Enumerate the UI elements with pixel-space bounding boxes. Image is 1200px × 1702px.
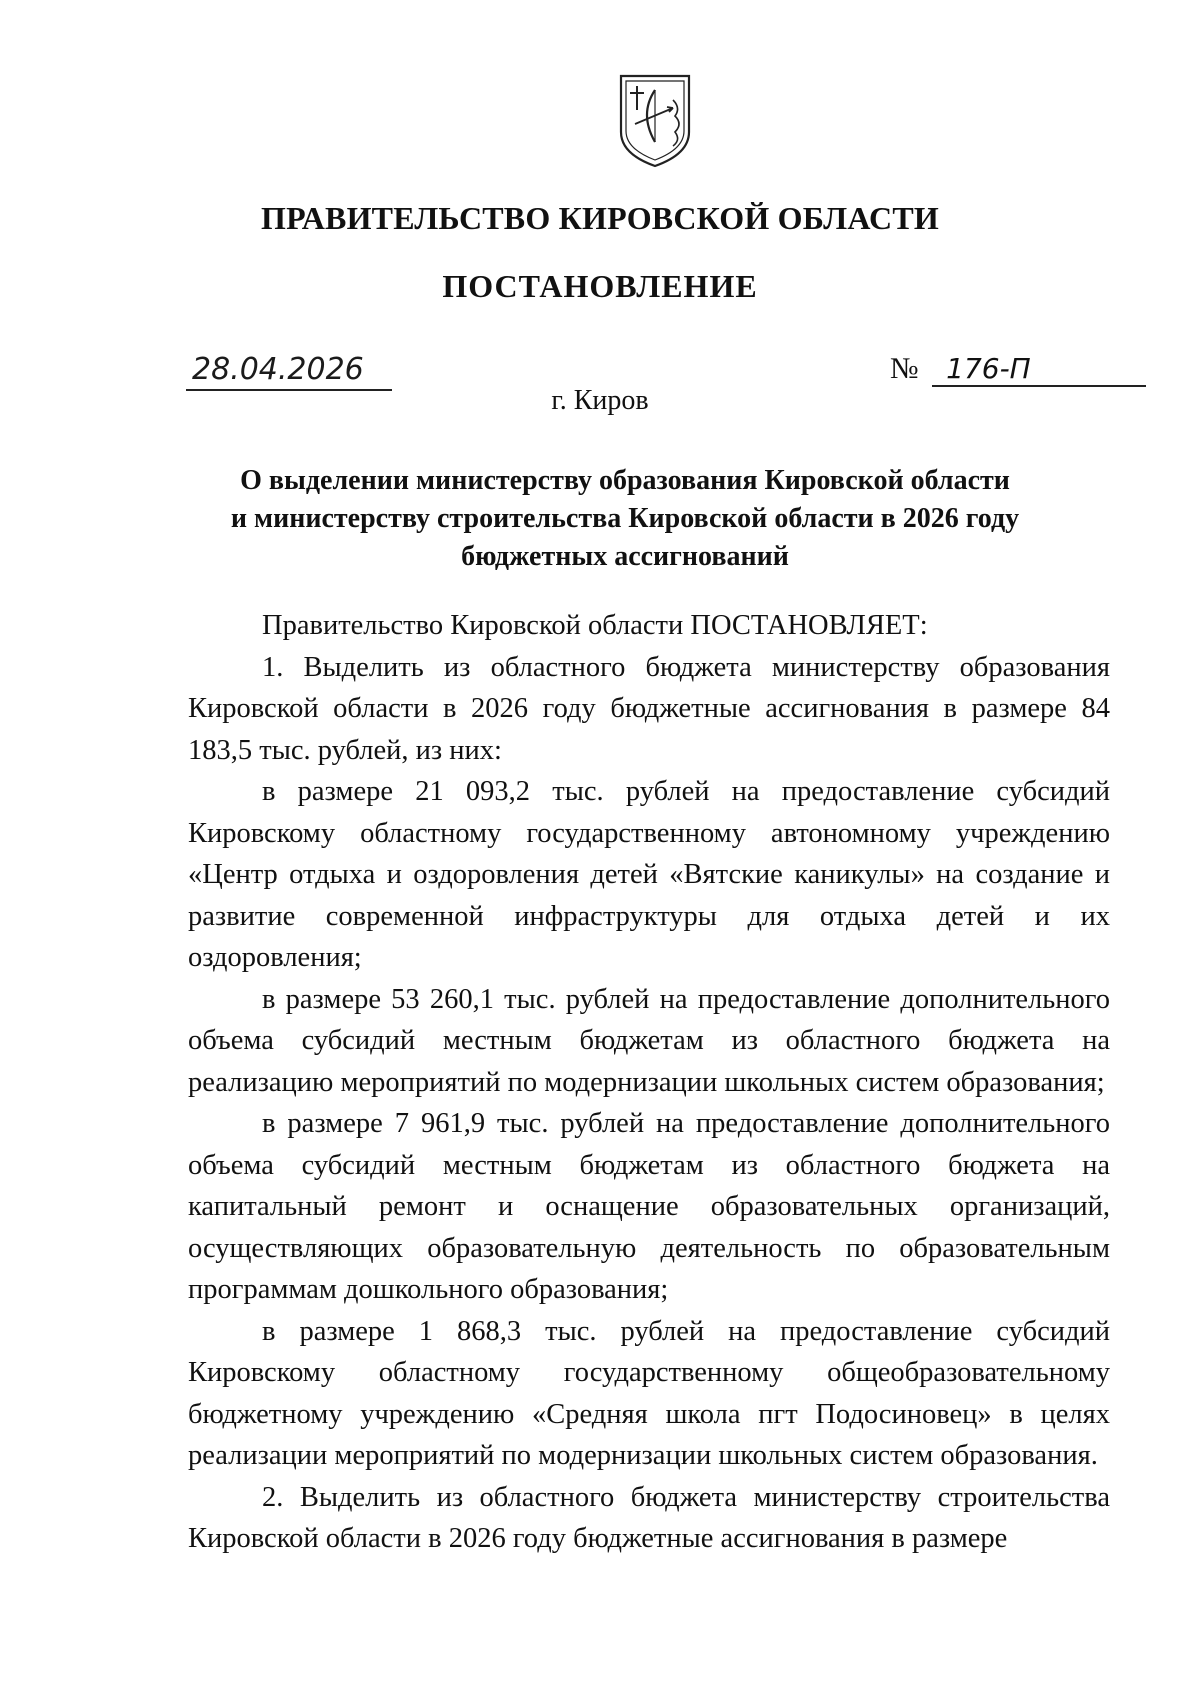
subject-line-1: О выделении министерству образования Кировской области	[240, 465, 1010, 496]
subject-line-2: и министерству строительства Кировской области в 2026 году	[230, 503, 1020, 534]
clause-1-item-3: в размере 7 961,9 тыс. рублей на предоставление дополнительного объема субсидий местным бюджетам из областного бюджета на капитальный ремонт и оснащение образовательных организаций, осуществляющих образовательную деятельность по образовательным программам дошкольного образования;	[188, 1108, 1110, 1305]
number-label: №	[890, 352, 919, 385]
document-subject	[230, 462, 1020, 576]
document-type-title: ПОСТАНОВЛЕНИЕ	[442, 268, 758, 304]
clause-1-item-4: в размере 1 868,3 тыс. рублей на предоставление субсидий Кировскому областному государственному общеобразовательному бюджетному учреждению «Средняя школа пгт Подосиновец» в целях реализации мероприятий по модернизации школьных систем образования.	[188, 1315, 1110, 1471]
document-body	[188, 605, 1110, 1560]
clause-1-item-1: в размере 21 093,2 тыс. рублей на предоставление субсидий Кировскому областному государственному автономному учреждению «Центр отдыха и оздоровления детей «Вятские каникулы» на создание и развитие современной инфраструктуры для отдыха детей и их оздоровления;	[188, 776, 1110, 973]
clause-1-item-2: в размере 53 260,1 тыс. рублей на предоставление дополнительного объема субсидий местным бюджетам из областного бюджета на реализацию мероприятий по модернизации школьных систем образования;	[188, 983, 1110, 1098]
document-number: 176-П	[932, 352, 1146, 387]
clause-1-paragraph: 1. Выделить из областного бюджета министерству образования Кировской области в 2026 году бюджетные ассигнования в размере 84 183,5 тыс. рублей, из них:	[188, 651, 1110, 766]
document-number-block	[890, 352, 1146, 387]
document-date: 28.04.2026	[186, 352, 392, 391]
coat-of-arms-emblem	[615, 70, 695, 170]
city-label: г. Киров	[551, 385, 649, 416]
preamble-paragraph: Правительство Кировской области ПОСТАНОВЛЯЕТ:	[262, 610, 928, 641]
organization-title: ПРАВИТЕЛЬСТВО КИРОВСКОЙ ОБЛАСТИ	[261, 200, 939, 236]
subject-line-3: бюджетных ассигнований	[461, 541, 789, 572]
clause-2-paragraph: 2. Выделить из областного бюджета министерству строительства Кировской области в 2026 году бюджетные ассигнования в размере	[188, 1481, 1110, 1554]
